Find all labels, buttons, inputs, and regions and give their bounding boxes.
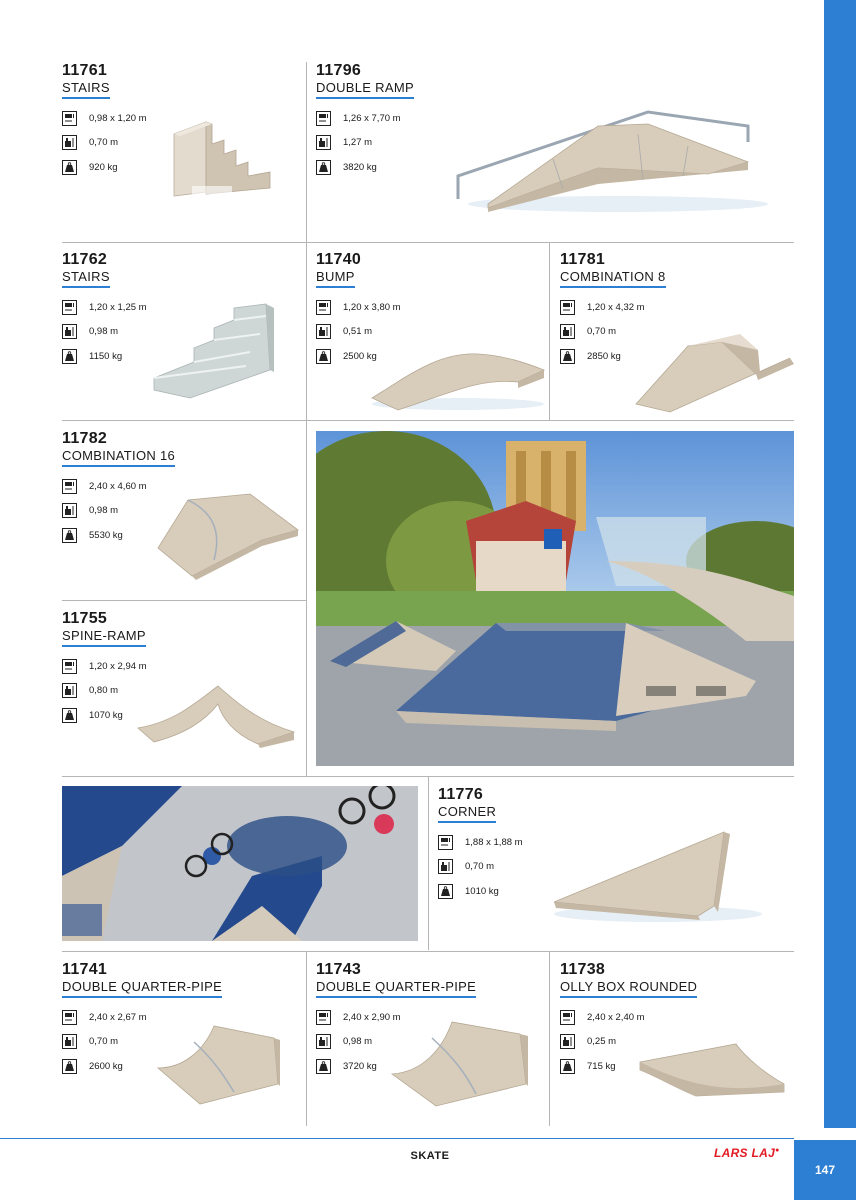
height-icon (62, 135, 77, 150)
spec-value: 0,70 m (89, 137, 119, 148)
spec-value: 3720 kg (343, 1060, 377, 1072)
dimensions-icon (62, 111, 77, 126)
skatepark-photo (316, 431, 794, 766)
grid-divider (549, 952, 550, 1126)
quarter-pipe-illustration (154, 1020, 284, 1108)
spec-value: 0,70 m (587, 326, 617, 337)
product-code: 11755 (62, 610, 108, 627)
spec-value: 2600 kg (89, 1060, 123, 1072)
height-icon (438, 859, 453, 874)
spec-size (62, 657, 147, 675)
spec-size (316, 109, 414, 127)
spec-size (62, 298, 147, 316)
product-name: STAIRS (62, 269, 110, 288)
spec-value: 920 kg (89, 161, 118, 173)
height-icon (62, 324, 77, 339)
height-icon (560, 324, 575, 339)
spec-list (62, 109, 147, 176)
grid-divider (62, 420, 794, 421)
product-code: 11781 (560, 251, 606, 268)
spec-value: 1150 kg (89, 350, 123, 362)
grid-divider (549, 242, 550, 420)
spec-value: 0,80 m (89, 685, 119, 696)
dimensions-icon (62, 300, 77, 315)
spec-value: 715 kg (587, 1060, 616, 1072)
product-code: 11776 (438, 786, 484, 803)
spec-size (62, 109, 147, 127)
spec-height (316, 134, 414, 152)
grid-divider (62, 951, 794, 952)
weight-icon (62, 528, 77, 543)
spec-value: 1070 kg (89, 709, 123, 721)
product-name: DOUBLE QUARTER-PIPE (316, 979, 476, 998)
grid-divider (428, 777, 429, 950)
registered-mark: ● (775, 1147, 780, 1154)
spec-value: 0,25 m (587, 1036, 617, 1047)
spec-value: 2,40 x 2,67 m (89, 1011, 147, 1023)
product-code: 11782 (62, 430, 108, 447)
product-code: 11743 (316, 961, 362, 978)
spec-value: 0,98 m (343, 1036, 373, 1047)
spec-value: 0,70 m (89, 1036, 119, 1047)
product-name: COMBINATION 8 (560, 269, 666, 288)
brand-logo (714, 1146, 780, 1160)
dimensions-icon (62, 479, 77, 494)
side-accent-bar (824, 0, 856, 1128)
product-name: BUMP (316, 269, 355, 288)
spec-value: 2500 kg (343, 350, 377, 362)
spec-value: 2,40 x 2,90 m (343, 1011, 401, 1023)
spec-value: 1,88 x 1,88 m (465, 836, 523, 848)
dimensions-icon (560, 300, 575, 315)
weight-icon (62, 1059, 77, 1074)
spec-weight (316, 158, 414, 176)
height-icon (316, 1034, 331, 1049)
product-code: 11761 (62, 62, 108, 79)
product-code: 11762 (62, 251, 108, 268)
spec-list (438, 833, 523, 900)
grid-divider (62, 600, 306, 601)
spec-height (438, 858, 523, 876)
grid-divider (62, 242, 794, 243)
height-icon (560, 1034, 575, 1049)
product-name: OLLY BOX ROUNDED (560, 979, 697, 998)
weight-icon (438, 884, 453, 899)
product-name: CORNER (438, 804, 496, 823)
height-icon (62, 683, 77, 698)
spec-value: 2850 kg (587, 350, 621, 362)
height-icon (62, 1034, 77, 1049)
spec-value: 2,40 x 4,60 m (89, 480, 147, 492)
spec-value: 3820 kg (343, 161, 377, 173)
quarter-pipe-illustration (388, 1014, 538, 1110)
product-name: SPINE-RAMP (62, 628, 146, 647)
product-code: 11738 (560, 961, 606, 978)
dimensions-icon (62, 659, 77, 674)
corner-ramp-illustration (548, 828, 762, 924)
spec-value: 1,20 x 3,80 m (343, 301, 401, 313)
brand-name: LARS LAJ (714, 1146, 776, 1160)
product-card (316, 63, 414, 183)
product-code: 11741 (62, 961, 108, 978)
dimensions-icon (316, 111, 331, 126)
weight-icon (560, 1059, 575, 1074)
dimensions-icon (438, 835, 453, 850)
dimensions-icon (62, 1010, 77, 1025)
weight-icon (316, 1059, 331, 1074)
spec-value: 5530 kg (89, 529, 123, 541)
spec-value: 0,98 m (89, 505, 119, 516)
bump-illustration (368, 348, 548, 412)
product-code: 11796 (316, 62, 362, 79)
page-number: 147 (814, 1163, 836, 1177)
spec-size (560, 298, 666, 316)
height-icon (62, 503, 77, 518)
double-ramp-illustration (448, 104, 768, 216)
spec-weight (62, 158, 147, 176)
height-icon (316, 135, 331, 150)
spec-list (62, 298, 147, 365)
weight-icon (316, 349, 331, 364)
olly-box-illustration (636, 1040, 788, 1100)
weight-icon (62, 160, 77, 175)
spec-value: 0,98 m (89, 326, 119, 337)
weight-icon (560, 349, 575, 364)
spec-size (560, 1008, 697, 1026)
dimensions-icon (316, 1010, 331, 1025)
spec-value: 2,40 x 2,40 m (587, 1011, 645, 1023)
page-number-box (794, 1140, 856, 1200)
bmx-rider-photo (62, 786, 418, 941)
spec-value: 1,20 x 4,32 m (587, 301, 645, 313)
spec-list (316, 109, 414, 176)
spec-height (316, 323, 401, 341)
spec-size (316, 298, 401, 316)
dimensions-icon (560, 1010, 575, 1025)
spec-value: 0,51 m (343, 326, 373, 337)
product-name: COMBINATION 16 (62, 448, 175, 467)
product-code: 11740 (316, 251, 362, 268)
stairs-illustration (168, 114, 278, 204)
spec-weight (62, 347, 147, 365)
spec-value: 1,26 x 7,70 m (343, 112, 401, 124)
spec-height (62, 134, 147, 152)
product-card (62, 252, 147, 372)
weight-icon (62, 708, 77, 723)
combination-ramp-illustration (152, 490, 302, 580)
spec-value: 1,20 x 2,94 m (89, 660, 147, 672)
weight-icon (316, 160, 331, 175)
spec-value: 0,98 x 1,20 m (89, 112, 147, 124)
spec-size (438, 833, 523, 851)
footer-rule (0, 1138, 794, 1139)
spec-height (62, 323, 147, 341)
spec-weight (438, 882, 523, 900)
grid-divider (62, 776, 794, 777)
spec-value: 1,27 m (343, 137, 373, 148)
combination-ramp-illustration (630, 328, 800, 414)
product-card (438, 787, 523, 907)
spec-value: 0,70 m (465, 861, 495, 872)
stairs-illustration (150, 300, 310, 405)
spec-value: 1010 kg (465, 885, 499, 897)
product-name: DOUBLE RAMP (316, 80, 414, 99)
spec-value: 1,20 x 1,25 m (89, 301, 147, 313)
product-card (62, 63, 147, 183)
grid-divider (306, 952, 307, 1126)
product-name: DOUBLE QUARTER-PIPE (62, 979, 222, 998)
weight-icon (62, 349, 77, 364)
height-icon (316, 324, 331, 339)
product-name: STAIRS (62, 80, 110, 99)
dimensions-icon (316, 300, 331, 315)
spine-ramp-illustration (134, 682, 298, 748)
section-title: SKATE (410, 1150, 450, 1162)
